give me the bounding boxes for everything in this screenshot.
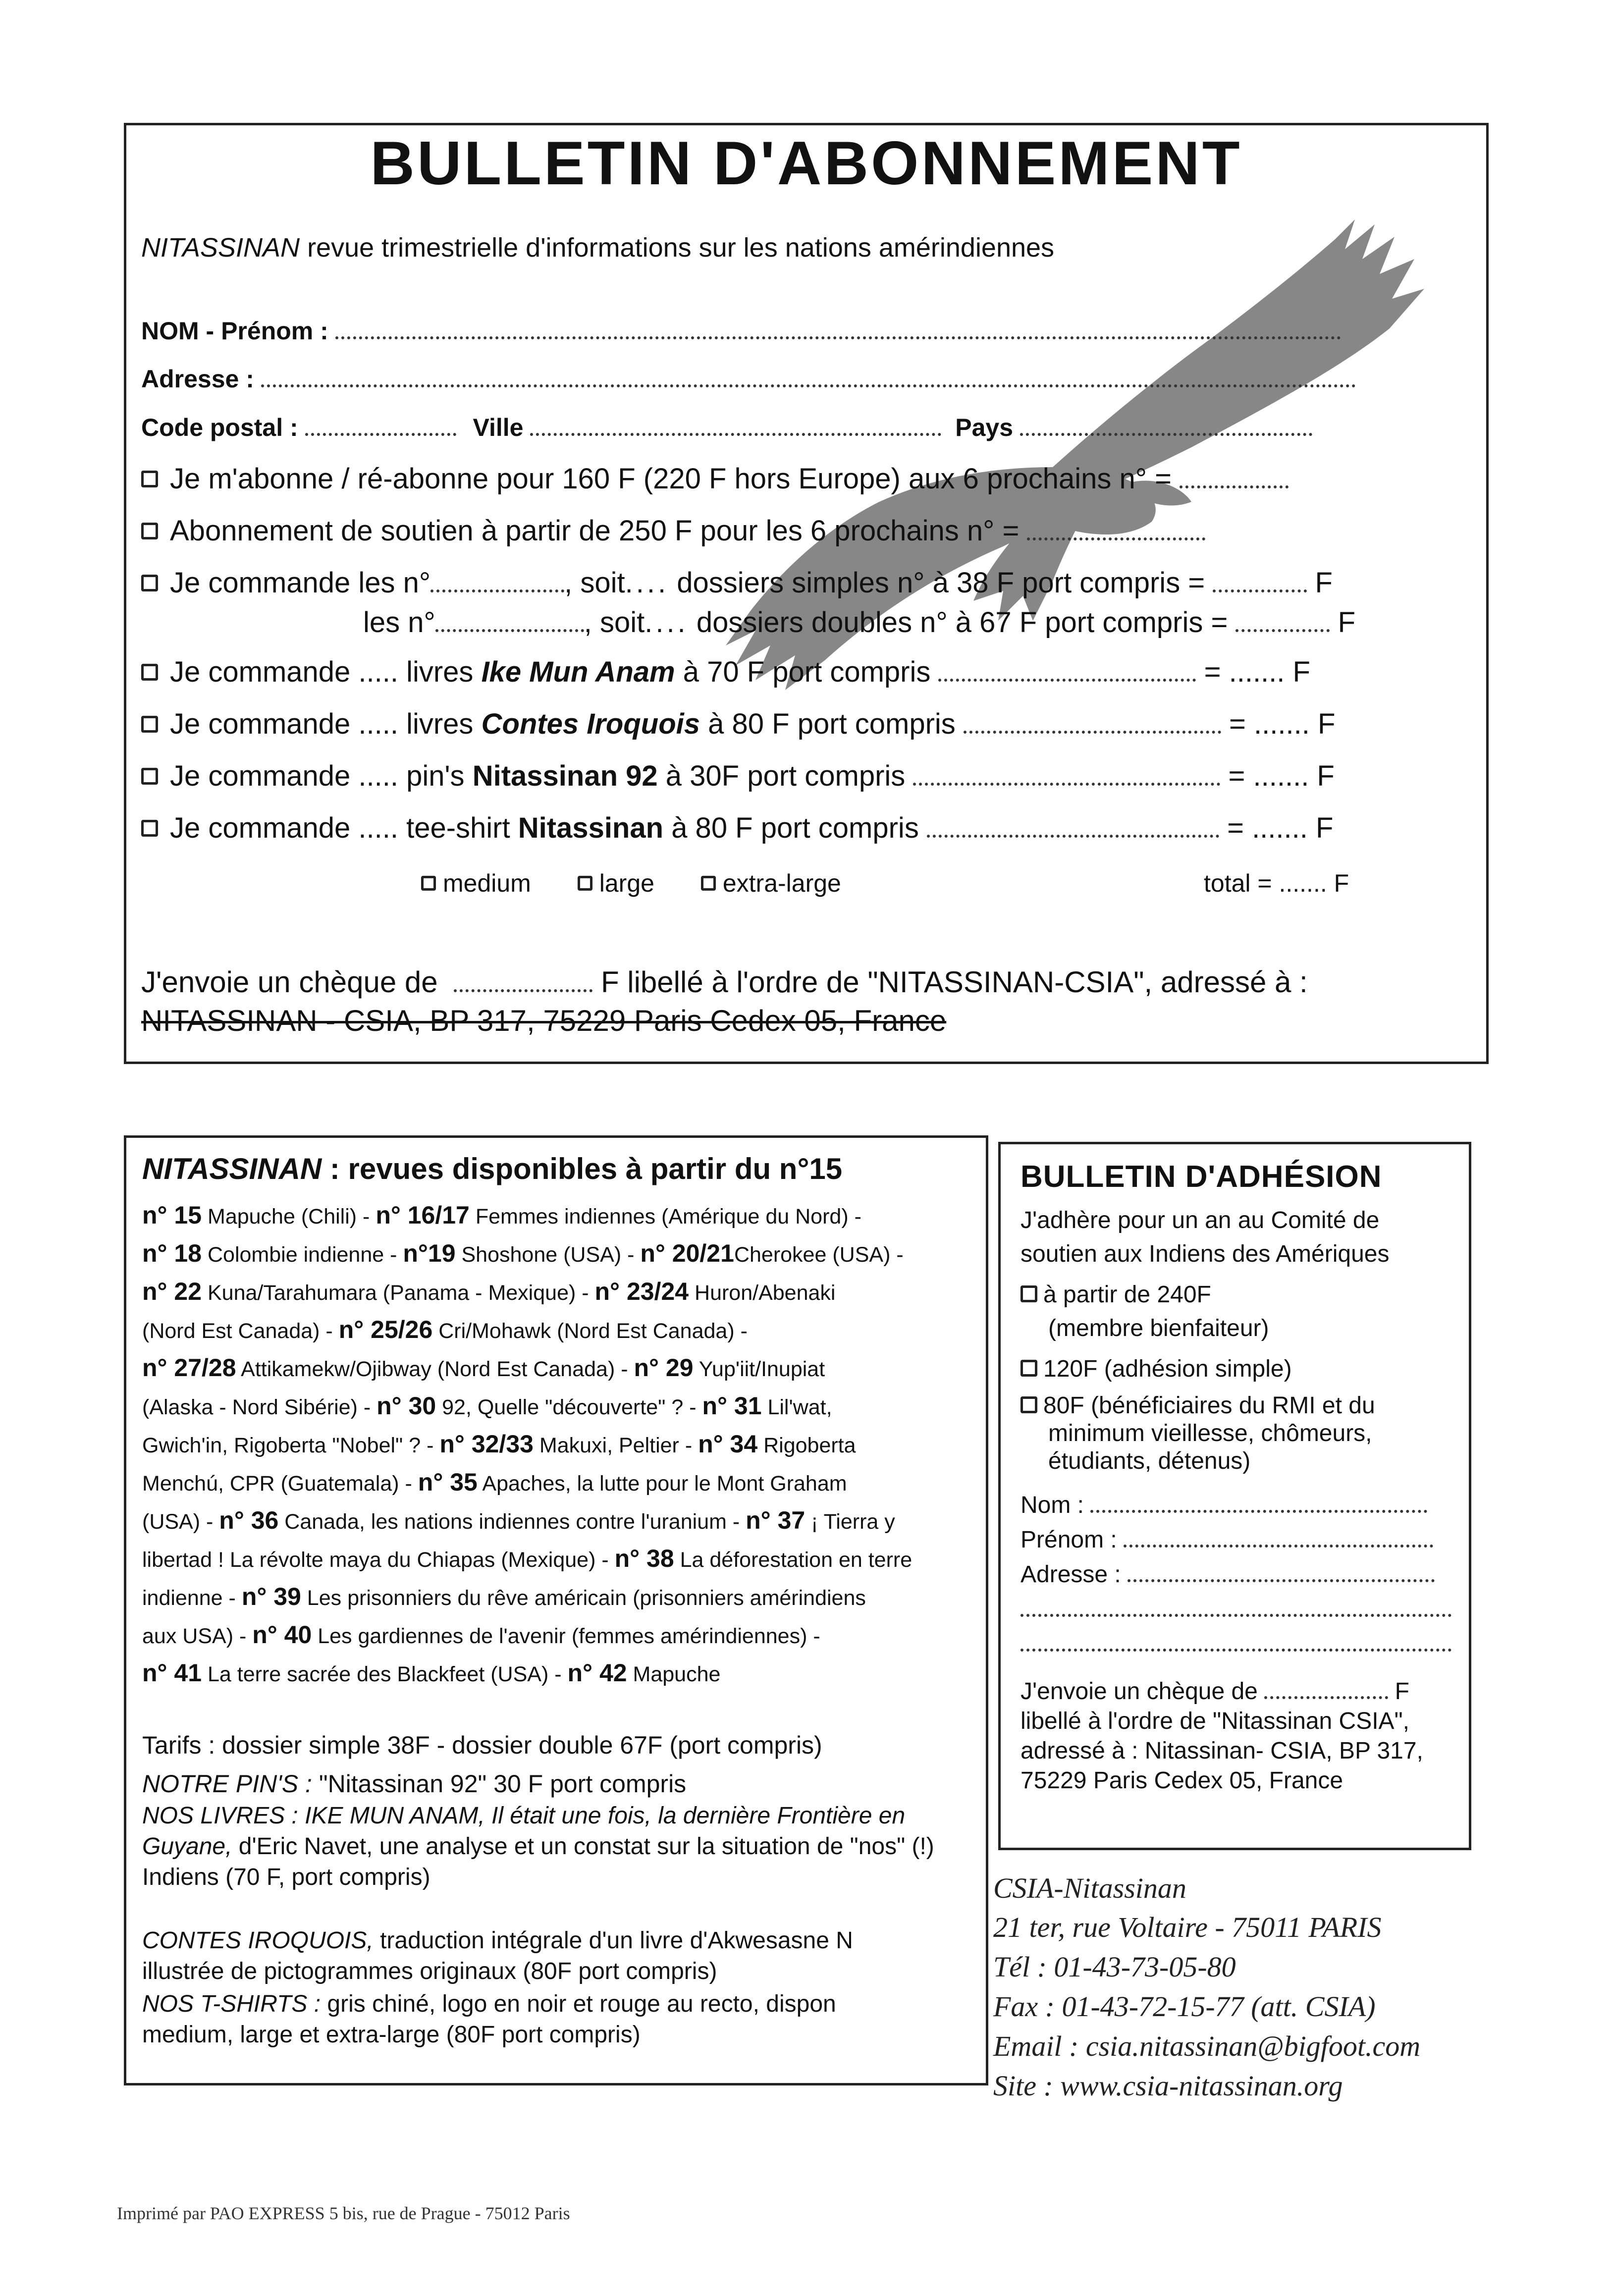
size-options	[421, 871, 841, 896]
postal-label: Code postal :	[141, 414, 298, 441]
issue-description: (Nord Est Canada) -	[142, 1319, 339, 1343]
issue-description: Canada, les nations indiennes contre l'uranium -	[278, 1510, 746, 1534]
amount-blank[interactable]	[1027, 531, 1205, 540]
checkbox[interactable]	[141, 575, 158, 591]
order-text: Je commande ..... pin's	[170, 760, 465, 792]
order-text: Je commande ..... livres	[170, 708, 474, 740]
checkbox[interactable]	[141, 768, 158, 785]
books-label: NOS LIVRES :	[142, 1803, 298, 1829]
issue-description: Kuna/Tarahumara (Panama - Mexique) -	[202, 1281, 595, 1305]
equals-f: = ....... F	[1227, 812, 1334, 844]
membership-title: BULLETIN D'ADHÉSION	[1020, 1160, 1382, 1194]
tshirt-text: gris chiné, logo en noir et rouge au recto, dispon	[327, 1991, 836, 2017]
amount-blank[interactable]	[927, 828, 1219, 838]
size-xlarge-label: extra-large	[722, 869, 841, 897]
issue-number: n° 32/33	[439, 1430, 534, 1458]
size-large-checkbox[interactable]	[578, 876, 592, 891]
order-text: Je commande ..... tee-shirt	[170, 812, 510, 844]
equals-f: = ....... F	[1204, 656, 1310, 688]
tshirt-text: medium, large et extra-large (80F port compris)	[142, 2022, 641, 2048]
issue-description: La terre sacrée des Blackfeet (USA) -	[202, 1662, 568, 1686]
contact-site[interactable]: Site : www.csia-nitassinan.org	[993, 2070, 1343, 2102]
checkbox[interactable]	[141, 716, 158, 733]
issue-line	[142, 1501, 974, 1541]
issue-description: Colombie indienne -	[202, 1243, 403, 1267]
issue-description: indienne -	[142, 1586, 242, 1610]
issue-number: n° 37	[746, 1506, 806, 1534]
cheque-amount-input[interactable]	[454, 982, 592, 992]
printer-footer: Imprimé par PAO EXPRESS 5 bis, rue de Prague - 75012 Paris	[117, 2203, 570, 2223]
cheque-text: J'envoie un chèque de	[1020, 1678, 1258, 1705]
equals-f: = ....... F	[1228, 760, 1335, 792]
issue-description: Apaches, la lutte pour le Mont Graham	[477, 1472, 847, 1495]
issue-number: n° 30	[376, 1392, 436, 1420]
contact-email[interactable]: Email : csia.nitassinan@bigfoot.com	[993, 2030, 1421, 2062]
magazine-name: NITASSINAN	[141, 233, 300, 263]
unit-f: F	[1338, 606, 1356, 639]
issue-number: n° 15	[142, 1201, 202, 1229]
unit-f: F	[1395, 1678, 1409, 1705]
back-issues-heading: : revues disponibles à partir du n°15	[329, 1152, 843, 1185]
order-text: dossiers doubles n° à 67 F port compris =	[696, 606, 1228, 639]
address-line-3[interactable]	[1020, 1642, 1451, 1652]
issue-number: n°19	[403, 1239, 456, 1267]
issue-line	[142, 1425, 974, 1465]
issue-description: (Alaska - Nord Sibérie) -	[142, 1395, 377, 1419]
size-xlarge-checkbox[interactable]	[701, 876, 716, 891]
option-text: 80F (bénéficiaires du RMI et du minimum vieillesse, chômeurs, étudiants, détenus)	[1043, 1392, 1375, 1474]
subscription-title: BULLETIN D'ABONNEMENT	[370, 129, 1242, 198]
issue-line	[142, 1578, 974, 1617]
issue-number: n° 42	[567, 1659, 627, 1687]
firstname-input[interactable]	[1124, 1538, 1433, 1548]
issue-number: n° 16/17	[376, 1201, 470, 1229]
issue-description: Mapuche (Chili) -	[202, 1205, 376, 1228]
cheque-line[interactable]	[141, 967, 1308, 997]
firstname-label: Prénom :	[1020, 1527, 1117, 1553]
intro-line	[141, 234, 1054, 261]
size-medium-checkbox[interactable]	[421, 876, 436, 891]
contes-info	[142, 1925, 979, 1987]
issue-number: n° 36	[219, 1506, 279, 1534]
issue-line	[142, 1540, 974, 1579]
issue-description: ¡ Tierra y	[805, 1510, 895, 1534]
amount-blank[interactable]	[964, 724, 1221, 734]
issue-description: La déforestation en terre	[674, 1548, 913, 1572]
option-book-contes[interactable]	[141, 710, 1335, 739]
amount-blank[interactable]	[913, 776, 1220, 786]
membership-form	[998, 1142, 1471, 1850]
checkbox[interactable]	[1020, 1285, 1037, 1302]
equals-f: = ....... F	[1229, 708, 1336, 740]
membership-firstname-field[interactable]	[1020, 1523, 1461, 1557]
option-order-issues-simple[interactable]: Je commande les n° , soit.... dossiers simples n° à 38 F port compris = F	[141, 569, 1333, 597]
issue-description: 92, Quelle "découverte" ? -	[436, 1395, 702, 1419]
issue-line	[142, 1196, 974, 1236]
books-info	[142, 1801, 979, 1893]
checkbox[interactable]	[141, 820, 158, 837]
issue-number: n° 23/24	[594, 1278, 689, 1305]
amount-blank[interactable]	[938, 672, 1196, 682]
option-book-ike[interactable]	[141, 658, 1310, 687]
intro-text: revue trimestrielle d'informations sur les nations amérindiennes	[307, 233, 1055, 263]
issue-description: (USA) -	[142, 1510, 219, 1534]
issue-line	[142, 1616, 974, 1655]
cheque-text: J'envoie un chèque de	[141, 965, 438, 999]
issue-number: n° 27/28	[142, 1354, 236, 1382]
tshirt-title: Nitassinan	[518, 812, 664, 844]
membership-option-simple[interactable]	[1020, 1352, 1461, 1386]
amount-blank[interactable]	[1213, 583, 1307, 592]
total-line[interactable]: total = ....... F	[1204, 869, 1349, 897]
contact-tel: Tél : 01-43-73-05-80	[993, 1951, 1236, 1983]
subscription-form	[124, 123, 1489, 1064]
option-support-text: Abonnement de soutien à partir de 250 F pour les 6 prochains n° =	[170, 515, 1020, 547]
books-title: IKE MUN ANAM, Il était une fois, la dernière Frontière en Guyane,	[142, 1803, 906, 1860]
option-text: à partir de 240F	[1043, 1281, 1211, 1308]
issue-number: n° 20/21	[640, 1239, 734, 1267]
issue-line	[142, 1463, 974, 1503]
issue-description: Huron/Abenaki	[689, 1281, 836, 1305]
back-issues-box	[124, 1135, 988, 2085]
issue-number: n° 25/26	[338, 1316, 433, 1343]
name-label: Nom :	[1020, 1492, 1084, 1518]
checkbox[interactable]	[141, 523, 158, 539]
tshirt-label: NOS T-SHIRTS :	[142, 1991, 321, 2017]
checkbox[interactable]	[1020, 1396, 1037, 1413]
issue-description: Mapuche	[627, 1662, 721, 1686]
issue-description: Cri/Mohawk (Nord Est Canada) -	[432, 1319, 748, 1343]
option-support[interactable]	[141, 517, 1205, 545]
issue-description: Femmes indiennes (Amérique du Nord) -	[469, 1205, 861, 1228]
membership-option-reduced[interactable]	[1020, 1392, 1459, 1475]
cheque-amount-input[interactable]	[1264, 1689, 1388, 1699]
order-text: à 80 F port compris	[671, 812, 919, 844]
order-text: les n°	[363, 606, 435, 639]
issue-line	[142, 1234, 974, 1274]
order-text: à 70 F port compris	[683, 656, 931, 688]
issue-description: Shoshone (USA) -	[455, 1243, 641, 1267]
amount-blank[interactable]	[1180, 479, 1289, 488]
order-text: Je commande les n°	[170, 567, 431, 599]
old-address: NITASSINAN - CSIA, BP 317, 75229 Paris Cedex 05, France	[141, 1004, 947, 1037]
issue-number: n° 31	[702, 1392, 762, 1420]
issue-number: n° 34	[698, 1430, 758, 1458]
issue-description: Lil'wat,	[761, 1395, 832, 1419]
size-medium-label: medium	[443, 869, 531, 897]
address-label: Adresse :	[1020, 1561, 1121, 1588]
issue-description: Makuxi, Peltier -	[533, 1434, 698, 1457]
address-input[interactable]	[261, 377, 1356, 387]
cheque-text: F libellé à l'ordre de "NITASSINAN-CSIA", adressé à :	[600, 965, 1308, 999]
membership-name-field[interactable]	[1020, 1489, 1461, 1522]
tarifs: Tarifs : dossier simple 38F - dossier double 67F (port compris)	[142, 1731, 822, 1759]
back-issues-title	[142, 1152, 842, 1186]
size-large-label: large	[599, 869, 654, 897]
option-pins[interactable]	[141, 762, 1335, 791]
membership-intro: J'adhère pour un an au Comité de soutien aux Indiens des Amériques	[1020, 1207, 1390, 1267]
issue-number: n° 35	[418, 1468, 478, 1496]
checkbox[interactable]	[141, 664, 158, 681]
membership-cheque[interactable]	[1020, 1677, 1456, 1796]
issue-description: Attikamekw/Ojibway (Nord Est Canada) -	[236, 1357, 634, 1381]
contes-text: illustrée de pictogrammes originaux (80F port compris)	[142, 1958, 717, 1984]
name-field[interactable]	[141, 319, 1341, 343]
pins-label: NOTRE PIN'S :	[142, 1770, 312, 1798]
contact-fax: Fax : 01-43-72-15-77 (att. CSIA)	[993, 1990, 1376, 2023]
contes-label: CONTES IROQUOIS,	[142, 1927, 374, 1954]
order-text: dossiers simples n° à 38 F port compris =	[677, 567, 1205, 599]
book-title: Ike Mun Anam	[481, 656, 675, 688]
tshirt-info	[142, 1989, 979, 2050]
magazine-name: NITASSINAN	[142, 1152, 322, 1185]
name-label: NOM - Prénom :	[141, 317, 328, 345]
unit-f: F	[1315, 567, 1333, 599]
issue-description: Rigoberta	[757, 1434, 856, 1457]
option-text: 120F (adhésion simple)	[1043, 1356, 1292, 1382]
cheque-text: libellé à l'ordre de "Nitassinan CSIA", adressé à : Nitassinan- CSIA, BP 317, 75229 Paris Cedex 05, France	[1020, 1708, 1423, 1794]
contes-text: traduction intégrale d'un livre d'Akwesasne N	[380, 1927, 853, 1954]
issue-number: n° 29	[634, 1354, 694, 1382]
issue-line	[142, 1654, 974, 1694]
issue-number: n° 38	[614, 1545, 674, 1572]
name-input[interactable]	[335, 329, 1341, 339]
option-subscribe-text: Je m'abonne / ré-abonne pour 160 F (220 F hors Europe) aux 6 prochains n° =	[170, 463, 1172, 495]
checkbox[interactable]	[1020, 1360, 1037, 1377]
issue-description: libertad ! La révolte maya du Chiapas (Mexique) -	[142, 1548, 615, 1572]
option-text: (membre bienfaiteur)	[1048, 1315, 1269, 1341]
issue-number: n° 40	[252, 1621, 312, 1649]
issue-number: n° 18	[142, 1239, 202, 1267]
issue-number: n° 22	[142, 1278, 202, 1305]
option-subscribe[interactable]	[141, 465, 1289, 493]
books-text: d'Eric Navet, une analyse et un constat sur la situation de "nos" (!) Indiens (70 F, port compris)	[142, 1833, 934, 1890]
name-input[interactable]	[1090, 1503, 1427, 1513]
city-input[interactable]	[530, 426, 941, 436]
issues-blank[interactable]	[430, 583, 564, 592]
city-label: Ville	[473, 414, 524, 441]
issue-number: n° 39	[241, 1583, 301, 1610]
amount-blank[interactable]	[1235, 622, 1330, 632]
address-label: Adresse :	[141, 365, 254, 393]
order-text: , soit	[564, 567, 625, 599]
issue-description: Yup'iit/Inupiat	[693, 1357, 825, 1381]
option-order-issues-double[interactable]: les n° , soit.... dossiers doubles n° à 67 F port compris = F	[363, 606, 1356, 639]
pin-title: Nitassinan 92	[472, 760, 658, 792]
order-text: à 80 F port compris	[708, 708, 956, 740]
issue-description: Gwich'in, Rigoberta "Nobel" ? -	[142, 1434, 440, 1457]
option-tshirt[interactable]	[141, 814, 1333, 843]
issue-number: n° 41	[142, 1659, 202, 1687]
issues-blank[interactable]	[435, 622, 584, 632]
checkbox[interactable]	[141, 471, 158, 487]
address-input[interactable]	[1128, 1572, 1435, 1582]
pins-info	[142, 1766, 979, 1802]
issue-line	[142, 1349, 974, 1388]
order-text: Je commande ..... livres	[170, 656, 474, 688]
contact-street: 21 ter, rue Voltaire - 75011 PARIS	[993, 1911, 1382, 1943]
book-title: Contes Iroquois	[481, 708, 700, 740]
issue-description: Menchú, CPR (Guatemala) -	[142, 1472, 418, 1495]
country-input[interactable]	[1020, 426, 1312, 436]
issue-description: Les gardiennes de l'avenir (femmes amérindiennes) -	[312, 1624, 820, 1648]
pins-text: "Nitassinan 92" 30 F port compris	[319, 1770, 687, 1798]
address-line-2[interactable]	[1020, 1607, 1451, 1617]
issue-description: aux USA) -	[142, 1624, 253, 1648]
issue-description: Les prisonniers du rêve américain (prisonniers amérindiens	[301, 1586, 866, 1610]
membership-address-field[interactable]	[1020, 1558, 1461, 1592]
issue-line	[142, 1387, 974, 1427]
contact-org: CSIA-Nitassinan	[993, 1872, 1186, 1904]
issue-description: Cherokee (USA) -	[734, 1243, 904, 1267]
postal-input[interactable]	[305, 426, 456, 436]
issue-line	[142, 1311, 974, 1350]
postal-city-field[interactable]	[141, 415, 1312, 440]
issue-line	[142, 1273, 974, 1312]
order-text: , soit	[584, 606, 645, 639]
country-label: Pays	[955, 414, 1014, 441]
address-field[interactable]	[141, 367, 1356, 391]
membership-option-benefactor[interactable]	[1020, 1278, 1461, 1345]
order-text: à 30F port compris	[665, 760, 906, 792]
